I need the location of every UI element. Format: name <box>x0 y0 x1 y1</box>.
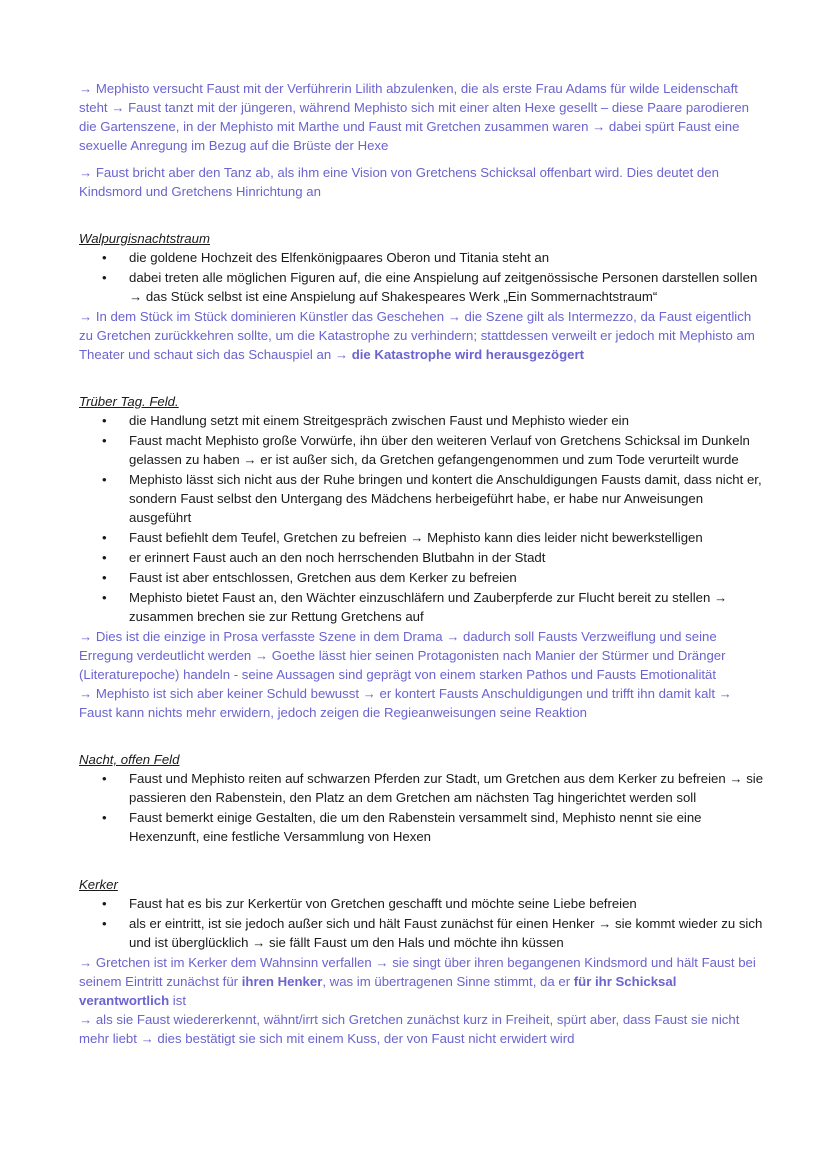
heading-kerker: Kerker <box>79 877 118 892</box>
kerker-note-text: ist <box>169 993 186 1008</box>
walpurgis-note-emphasis: die Katastrophe wird herausgezögert <box>351 347 584 362</box>
bullet-item: • Mephisto bietet Faust an, den Wächter einzuschläfern und Zauberpferde zur Flucht bereit zu stellen → zusammen brechen sie zur Rettung Gretchens auf <box>79 588 768 626</box>
bullet-item: • Faust hat es bis zur Kerkertür von Gretchen geschafft und möchte seine Liebe befreien <box>79 894 768 913</box>
intro-note-1: → Mephisto versucht Faust mit der Verführerin Lilith abzulenken, die als erste Frau Adams für wilde Leidenschaft steht → Faust tanzt mit der jüngeren, während Mephisto sich mit einer alten Hexe gesellt – diese Paare parodieren die Gartenszene, in der Mephisto mit Marthe und Faust mit Gretchen zusammen waren → dabei spürt Faust eine sexuelle Anregung im Bezug auf die Brüste der Hexe <box>79 81 749 153</box>
bullet-item: • er erinnert Faust auch an den noch herrschenden Blutbahn in der Stadt <box>79 548 768 567</box>
bullet-item: • Mephisto lässt sich nicht aus der Ruhe bringen und kontert die Anschuldigungen Fausts damit, dass nicht er, sondern Faust selbst den Untergang des Mädchens herbeigeführt habe, er habe nur Anweisungen ausgeführt <box>79 470 768 527</box>
kerker-note-text: → Gretchen ist im Kerker dem Wahnsinn verfallen → sie singt über ihren begangenen Kindsmord und hält Faust bei seinem Eintritt zunächst für <box>79 955 756 989</box>
walpurgis-note-text: → In dem Stück im Stück dominieren Künstler das Geschehen → die Szene gilt als Intermezzo, da Faust eigentlich zu Gretchen zurückkehren sollte, um die Katastrophe zu verhindern; stattdessen verweilt er jedoch mit Mephisto am Theater und schaut sich das Schauspiel an → <box>79 309 755 362</box>
bullet-item: • Faust bemerkt einige Gestalten, die um den Rabenstein versammelt sind, Mephisto nennt sie eine Hexenzunft, eine festliche Versammlung von Hexen <box>79 808 768 846</box>
kerker-note-text: , was im übertragenen Sinne stimmt, da er <box>322 974 574 989</box>
bullet-item: • Faust macht Mephisto große Vorwürfe, ihn über den weiteren Verlauf von Gretchens Schicksal im Dunkeln gelassen zu haben → er ist außer sich, da Gretchen gefangengenommen und zum Tode verurteilt wurde <box>79 431 768 469</box>
bullet-item: • die Handlung setzt mit einem Streitgespräch zwischen Faust und Mephisto wieder ein <box>79 411 768 430</box>
walpurgis-note <box>79 307 768 364</box>
kerker-bullet-list <box>79 894 768 952</box>
kerker-note-emphasis: ihren Henker <box>241 974 323 989</box>
bullet-item: • als er eintritt, ist sie jedoch außer sich und hält Faust zunächst für einen Henker → sie kommt wieder zu sich und ist überglücklich → sie fällt Faust um den Hals und möchte ihn küssen <box>79 914 768 952</box>
bullet-item: • dabei treten alle möglichen Figuren auf, die eine Anspielung auf zeitgenössische Personen darstellen sollen → das Stück selbst ist eine Anspielung auf Shakespeares Werk „Ein Sommernachtstraum“ <box>79 268 768 306</box>
heading-trueber-tag: Trüber Tag. Feld. <box>79 394 179 409</box>
heading-walpurgisnachtstraum: Walpurgisnachtstraum <box>79 231 210 246</box>
walpurgis-bullet-list <box>79 248 768 306</box>
bullet-item: • die goldene Hochzeit des Elfenkönigpaares Oberon und Titania steht an <box>79 248 768 267</box>
trueber-bullet-list <box>79 411 768 626</box>
bullet-item: • Faust befiehlt dem Teufel, Gretchen zu befreien → Mephisto kann dies leider nicht bewerkstelligen <box>79 528 768 547</box>
kerker-note-2: → als sie Faust wiedererkennt, wähnt/irrt sich Gretchen zunächst kurz in Freiheit, spürt aber, dass Faust sie nicht mehr liebt → dies bestätigt sie sich mit einem Kuss, der von Faust nicht erwidert wird <box>79 1012 740 1046</box>
bullet-item: • Faust und Mephisto reiten auf schwarzen Pferden zur Stadt, um Gretchen aus dem Kerker zu befreien → sie passieren den Rabenstein, den Platz an dem Gretchen am nächsten Tag hingerichtet werden soll <box>79 769 768 807</box>
kerker-note-1 <box>79 953 768 1010</box>
heading-nacht-offen-feld: Nacht, offen Feld <box>79 752 180 767</box>
bullet-item: • Faust ist aber entschlossen, Gretchen aus dem Kerker zu befreien <box>79 568 768 587</box>
nacht-bullet-list <box>79 769 768 846</box>
trueber-note-1: → Dies ist die einzige in Prosa verfasste Szene in dem Drama → dadurch soll Fausts Verzweiflung und seine Erregung verdeutlicht werden → Goethe lässt hier seinen Protagonisten nach Manier der Stürmer und Dränger (Literaturepoche) handeln - seine Aussagen sind geprägt von einem starken Pathos und Fausts Emotionalität <box>79 629 726 682</box>
trueber-note-2: → Mephisto ist sich aber keiner Schuld bewusst → er kontert Fausts Anschuldigungen und trifft ihn damit kalt → Faust kann nichts mehr erwidern, jedoch zeigen die Regieanweisungen seine Reaktion <box>79 686 732 720</box>
intro-note-2: → Faust bricht aber den Tanz ab, als ihm eine Vision von Gretchens Schicksal offenbart wird. Dies deutet den Kindsmord und Gretchens Hinrichtung an <box>79 165 719 199</box>
kerker-note-emphasis: für ihr Schicksal verantwortlich <box>79 974 677 1008</box>
